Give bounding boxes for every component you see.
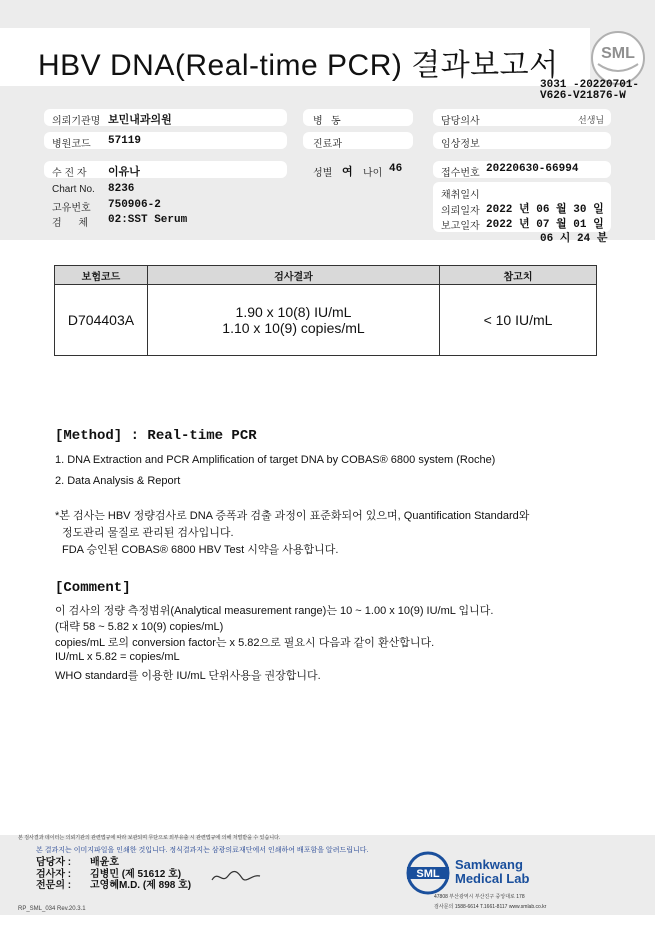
method-note-3: FDA 승인된 COBAS® 6800 HBV Test 시약을 사용합니다.	[62, 544, 339, 556]
table-row	[55, 285, 597, 356]
result-line-iu: 1.90 x 10(8) IU/mL	[235, 304, 352, 320]
clinical-label: 임상정보	[441, 139, 480, 150]
lab-contact: 검사문의 1588-6614 T.1661-8117 www.smlab.co.kr	[434, 904, 547, 910]
staff-label-2: 검사자 :	[36, 869, 72, 880]
result-value-cell	[148, 285, 440, 356]
method-title: [Method] : Real-time PCR	[55, 428, 257, 444]
comment-line-4: IU/mL x 5.82 = copies/mL	[55, 651, 180, 663]
result-code: D704403A	[55, 285, 148, 356]
form-code: RP_SML_034 Rev.20.3.1	[18, 906, 86, 912]
comment-line-3: copies/mL 로의 conversion factor는 x 5.82으로 필요시 다음과 같이 환산합니다.	[55, 637, 435, 649]
institution-label: 의뢰기관명	[52, 116, 101, 127]
reported-time: 06 시 24 분	[540, 233, 608, 245]
comment-title: [Comment]	[55, 580, 131, 596]
receipt-no-label: 접수번호	[441, 168, 480, 179]
lab-name-line-1: Samkwang	[455, 857, 523, 872]
chart-no-value: 8236	[108, 183, 135, 195]
logo-text: SML	[601, 45, 635, 62]
lab-name-line-2: Medical Lab	[455, 871, 530, 886]
requested-label: 의뢰일자	[441, 206, 480, 217]
unique-no-label: 고유번호	[52, 203, 91, 214]
reported-value: 2022 년 07 월 01 일	[486, 219, 604, 231]
chart-no-label: Chart No.	[52, 184, 95, 195]
staff-label-1: 담당자 :	[36, 857, 72, 868]
age-value: 46	[389, 163, 403, 175]
doctor-label: 담당의사	[441, 116, 480, 127]
ward-label: 병 동	[313, 116, 341, 127]
unique-no-value: 750906-2	[108, 199, 161, 211]
recipient-value: 이유나	[108, 167, 140, 179]
recipient-label: 수 진 자	[52, 168, 87, 179]
report-number: 3031 -20220701-V626-V21876-W	[540, 79, 640, 102]
sml-footer-logo-icon	[405, 850, 451, 896]
specimen-label: 검 체	[52, 218, 88, 229]
comment-line-5: WHO standard를 이용한 IU/mL 단위사용을 권장합니다.	[55, 670, 321, 682]
requested-value: 2022 년 06 월 30 일	[486, 204, 604, 216]
reported-label: 보고일자	[441, 221, 480, 232]
method-note-1: *본 검사는 HBV 정량검사로 DNA 증폭과 검출 과정이 표준화되어 있으며, Quantification Standard와	[55, 510, 530, 522]
result-line-copies: 1.10 x 10(9) copies/mL	[222, 320, 365, 336]
results-table	[54, 265, 597, 356]
header-insurance-code: 보험코드	[55, 266, 148, 285]
specimen-value: 02:SST Serum	[108, 214, 188, 226]
sex-value: 여	[342, 167, 353, 179]
receipt-no-value: 20220630-66994	[486, 163, 579, 175]
comment-line-1: 이 검사의 정량 측정범위(Analytical measurement range)는 10 ~ 1.00 x 10(9) IU/mL 입니다.	[55, 605, 494, 617]
institution-value: 보민내과의원	[108, 115, 172, 127]
staff-value-2: 김병민 (제 51612 호)	[90, 869, 182, 880]
method-note-2: 정도관리 물질로 관리된 검사입니다.	[62, 527, 234, 539]
footer-tiny-notice: 본 검사결과 데이터는 의뢰기관의 관련법규에 따라 보관되며 무단으로 외부유출 시 관련법규에 의해 처벌받을 수 있습니다.	[18, 835, 281, 841]
department-label: 진료과	[313, 139, 342, 150]
footer-logo-text: SML	[416, 868, 440, 880]
results-header-row	[55, 266, 597, 285]
staff-value-1: 배윤호	[90, 857, 119, 868]
header-reference: 참고치	[440, 266, 597, 285]
hospital-code-value: 57119	[108, 135, 142, 147]
comment-line-2: (대략 58 ~ 5.82 x 10(9) copies/mL)	[55, 621, 224, 633]
report-title: HBV DNA(Real-time PCR) 결과보고서	[38, 49, 559, 82]
doctor-suffix: 선생님	[578, 115, 605, 125]
result-reference: < 10 IU/mL	[440, 285, 597, 356]
staff-value-3: 고영혜M.D. (제 898 호)	[90, 880, 192, 891]
collected-label: 채취일시	[441, 190, 480, 201]
lab-address: 47808 부산광역시 부산진구 중앙대로 178	[434, 894, 525, 900]
sex-label: 성별	[313, 168, 333, 179]
header-test-result: 검사결과	[148, 266, 440, 285]
age-label: 나이	[363, 168, 383, 179]
method-line-2: 2. Data Analysis & Report	[55, 475, 181, 487]
footer-blue-notice: 본 결과지는 이미지파일을 인쇄한 것입니다. 정식결과지는 삼광의료재단에서 인쇄하여 배포함을 알려드립니다.	[36, 847, 369, 854]
staff-label-3: 전문의 :	[36, 880, 72, 891]
hospital-code-label: 병원코드	[52, 139, 91, 150]
method-line-1: 1. DNA Extraction and PCR Amplification of target DNA by COBAS® 6800 system (Roche)	[55, 454, 496, 466]
signature-icon	[210, 866, 262, 886]
